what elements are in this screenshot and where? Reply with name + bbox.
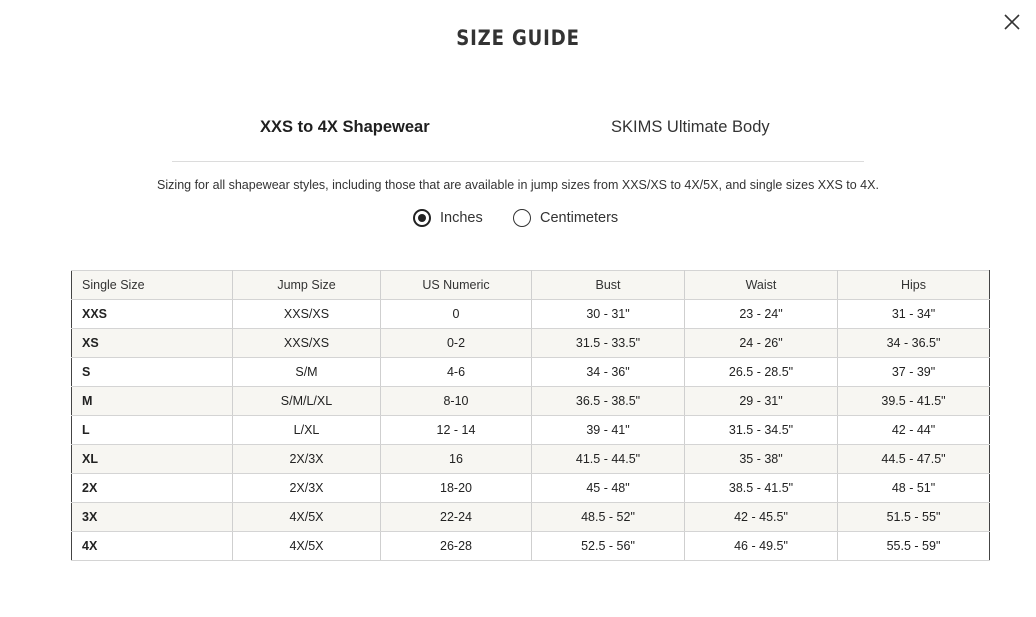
cell-hips: 31 - 34": [838, 300, 990, 329]
unit-option-centimeters[interactable]: [513, 209, 618, 227]
cell-waist: 24 - 26": [685, 329, 838, 358]
cell-jump-size: XXS/XS: [233, 300, 381, 329]
cell-hips: 34 - 36.5": [838, 329, 990, 358]
cell-waist: 29 - 31": [685, 387, 838, 416]
cell-waist: 26.5 - 28.5": [685, 358, 838, 387]
cell-jump-size: S/M/L/XL: [233, 387, 381, 416]
table-row: [72, 329, 990, 358]
close-button[interactable]: [1002, 12, 1022, 32]
cell-bust: 52.5 - 56": [532, 532, 685, 561]
unit-label-centimeters: Centimeters: [540, 210, 619, 226]
table-row: [72, 300, 990, 329]
table-row: [72, 387, 990, 416]
header-bust: Bust: [532, 271, 685, 300]
cell-jump-size: S/M: [233, 358, 381, 387]
cell-hips: 44.5 - 47.5": [838, 445, 990, 474]
cell-single-size: XS: [72, 329, 233, 358]
cell-us-numeric: 0-2: [381, 329, 532, 358]
cell-bust: 31.5 - 33.5": [532, 329, 685, 358]
cell-single-size: 2X: [72, 474, 233, 503]
table-row: [72, 358, 990, 387]
cell-jump-size: 2X/3X: [233, 474, 381, 503]
cell-single-size: XXS: [72, 300, 233, 329]
table-row: [72, 474, 990, 503]
table-row: [72, 503, 990, 532]
tab-ultimate-body[interactable]: SKIMS Ultimate Body: [611, 118, 770, 136]
cell-waist: 38.5 - 41.5": [685, 474, 838, 503]
header-single-size: Single Size: [72, 271, 233, 300]
table-header-row: [72, 271, 990, 300]
cell-us-numeric: 12 - 14: [381, 416, 532, 445]
cell-us-numeric: 4-6: [381, 358, 532, 387]
cell-bust: 34 - 36": [532, 358, 685, 387]
cell-us-numeric: 16: [381, 445, 532, 474]
table-row: [72, 532, 990, 561]
cell-single-size: L: [72, 416, 233, 445]
cell-hips: 55.5 - 59": [838, 532, 990, 561]
table-row: [72, 445, 990, 474]
cell-hips: 42 - 44": [838, 416, 990, 445]
cell-jump-size: 2X/3X: [233, 445, 381, 474]
cell-waist: 42 - 45.5": [685, 503, 838, 532]
radio-checked-icon[interactable]: [413, 209, 431, 227]
cell-single-size: M: [72, 387, 233, 416]
size-description: Sizing for all shapewear styles, including those that are available in jump sizes from XXS/XS to 4X/5X, and single sizes XXS to 4X.: [157, 178, 879, 192]
table-row: [72, 416, 990, 445]
size-table: [71, 270, 990, 561]
close-icon: [1002, 12, 1022, 32]
radio-unchecked-icon[interactable]: [513, 209, 531, 227]
cell-bust: 48.5 - 52": [532, 503, 685, 532]
cell-hips: 48 - 51": [838, 474, 990, 503]
cell-hips: 39.5 - 41.5": [838, 387, 990, 416]
cell-bust: 30 - 31": [532, 300, 685, 329]
cell-jump-size: L/XL: [233, 416, 381, 445]
cell-us-numeric: 8-10: [381, 387, 532, 416]
cell-us-numeric: 18-20: [381, 474, 532, 503]
cell-us-numeric: 0: [381, 300, 532, 329]
cell-bust: 45 - 48": [532, 474, 685, 503]
cell-hips: 51.5 - 55": [838, 503, 990, 532]
cell-hips: 37 - 39": [838, 358, 990, 387]
header-hips: Hips: [838, 271, 990, 300]
cell-waist: 31.5 - 34.5": [685, 416, 838, 445]
cell-jump-size: 4X/5X: [233, 532, 381, 561]
header-us-numeric: US Numeric: [381, 271, 532, 300]
cell-waist: 46 - 49.5": [685, 532, 838, 561]
modal-title: SIZE GUIDE: [456, 26, 580, 50]
cell-jump-size: XXS/XS: [233, 329, 381, 358]
unit-label-inches: Inches: [440, 210, 483, 226]
header-jump-size: Jump Size: [233, 271, 381, 300]
tab-shapewear[interactable]: XXS to 4X Shapewear: [260, 118, 430, 136]
cell-single-size: 4X: [72, 532, 233, 561]
cell-single-size: S: [72, 358, 233, 387]
size-tabs: [172, 118, 864, 162]
cell-single-size: XL: [72, 445, 233, 474]
unit-option-inches[interactable]: [413, 209, 483, 227]
size-table-container: [71, 270, 989, 561]
cell-us-numeric: 26-28: [381, 532, 532, 561]
cell-us-numeric: 22-24: [381, 503, 532, 532]
cell-waist: 35 - 38": [685, 445, 838, 474]
header-waist: Waist: [685, 271, 838, 300]
cell-bust: 41.5 - 44.5": [532, 445, 685, 474]
cell-bust: 39 - 41": [532, 416, 685, 445]
cell-bust: 36.5 - 38.5": [532, 387, 685, 416]
cell-waist: 23 - 24": [685, 300, 838, 329]
cell-single-size: 3X: [72, 503, 233, 532]
cell-jump-size: 4X/5X: [233, 503, 381, 532]
